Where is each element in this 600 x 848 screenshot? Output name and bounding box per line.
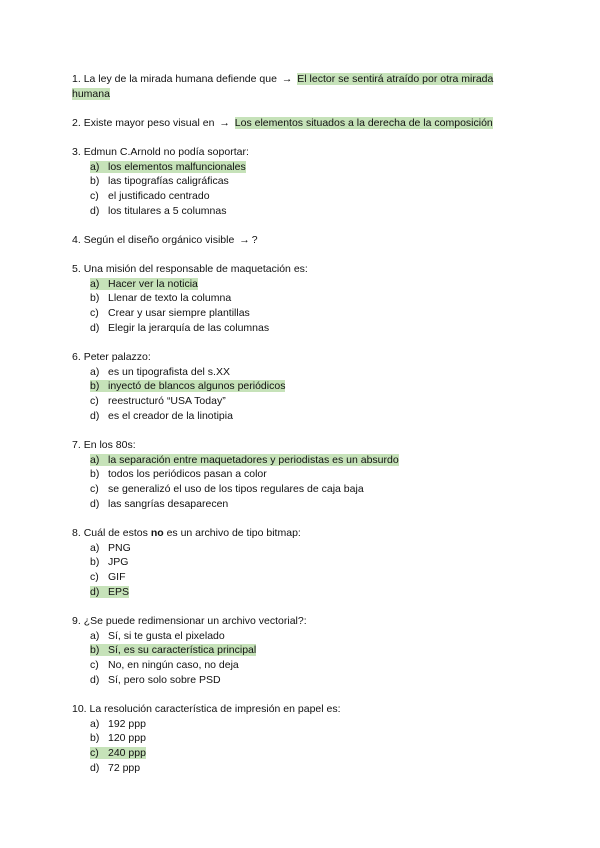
option-b: b) 120 ppp (90, 732, 146, 745)
option-d: d) 72 ppp (90, 761, 141, 774)
option-b: b) las tipografías caligráficas (90, 175, 229, 188)
question-2-stem: 2. Existe mayor peso visual en → Los elementos situados a la derecha de la composición (72, 117, 493, 129)
arrow-right-icon: → (219, 117, 230, 129)
option-c: c) 240 ppp (90, 746, 146, 759)
question-2 (72, 116, 532, 131)
question-10 (72, 702, 532, 775)
question-6-stem: 6. Peter palazzo: (72, 351, 151, 363)
options-list (72, 629, 532, 688)
option-a: a) los elementos malfuncionales (90, 160, 246, 173)
question-1-stem: 1. La ley de la mirada humana defiende que → El lector se sentirá atraído por otra mirada humana (72, 73, 494, 100)
options-list (72, 541, 532, 600)
answer-highlight: El lector se sentirá atraído por otra mirada humana (72, 73, 494, 100)
question-9 (72, 614, 532, 687)
option-a: a) Sí, si te gusta el pixelado (90, 629, 225, 642)
option-d: d) Elegir la jerarquía de las columnas (90, 321, 270, 334)
option-c: c) GIF (90, 570, 126, 583)
option-a: a) es un tipografista del s.XX (90, 365, 230, 378)
option-b: b) Sí, es su característica principal (90, 644, 257, 657)
question-10-stem: 10. La resolución característica de impresión en papel es: (72, 703, 341, 715)
question-3 (72, 145, 532, 218)
options-list (72, 717, 532, 776)
option-c: c) Crear y usar siempre plantillas (90, 306, 250, 319)
question-5-stem: 5. Una misión del responsable de maquetación es: (72, 263, 308, 275)
option-b: b) inyectó de blancos algunos periódicos (90, 380, 286, 393)
option-d: d) las sangrías desaparecen (90, 497, 229, 510)
question-9-stem: 9. ¿Se puede redimensionar un archivo vectorial?: (72, 615, 307, 627)
option-a: a) la separación entre maquetadores y periodistas es un absurdo (90, 453, 399, 466)
option-d: d) es el creador de la linotipia (90, 409, 233, 422)
option-c: c) el justificado centrado (90, 189, 210, 202)
answer-highlight: Los elementos situados a la derecha de la composición (234, 117, 493, 129)
option-b: b) Llenar de texto la columna (90, 292, 232, 305)
arrow-right-icon: → (239, 234, 250, 246)
question-8-stem: 8. Cuál de estos no es un archivo de tipo bitmap: (72, 527, 301, 539)
option-b: b) todos los periódicos pasan a color (90, 468, 267, 481)
option-d: d) los titulares a 5 columnas (90, 204, 227, 217)
question-6 (72, 350, 532, 423)
question-8 (72, 526, 532, 599)
options-list (72, 277, 532, 336)
question-1 (72, 72, 532, 101)
option-a: a) 192 ppp (90, 717, 146, 730)
question-5 (72, 262, 532, 335)
option-b: b) JPG (90, 556, 129, 569)
option-a: a) Hacer ver la noticia (90, 277, 198, 290)
question-4 (72, 233, 532, 248)
option-a: a) PNG (90, 541, 131, 554)
question-3-stem: 3. Edmun C.Arnold no podía soportar: (72, 146, 249, 158)
question-7 (72, 438, 532, 511)
question-4-stem: 4. Según el diseño orgánico visible → ? (72, 234, 258, 246)
option-c: c) reestructuró “USA Today” (90, 394, 226, 407)
question-7-stem: 7. En los 80s: (72, 439, 136, 451)
option-d: d) Sí, pero solo sobre PSD (90, 673, 221, 686)
options-list (72, 160, 532, 219)
option-c: c) se generalizó el uso de los tipos regulares de caja baja (90, 482, 364, 495)
options-list (72, 365, 532, 424)
option-d: d) EPS (90, 585, 130, 598)
option-c: c) No, en ningún caso, no deja (90, 658, 239, 671)
options-list (72, 453, 532, 512)
arrow-right-icon: → (281, 73, 293, 85)
